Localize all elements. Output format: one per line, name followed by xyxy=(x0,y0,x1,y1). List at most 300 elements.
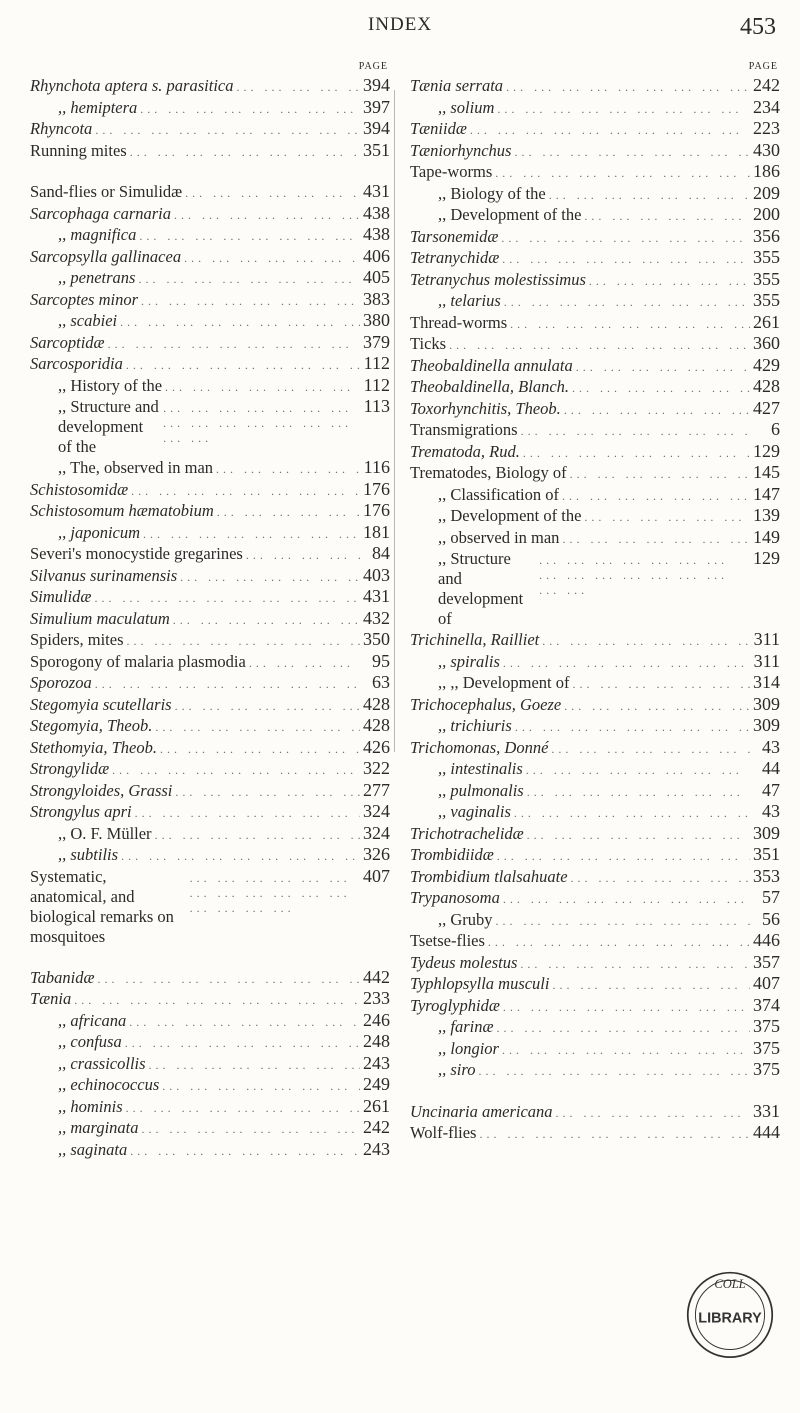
index-entry-term: Simulium maculatum xyxy=(30,608,170,628)
index-entry xyxy=(410,672,780,694)
index-entry xyxy=(410,462,780,484)
index-entry-page: 309 xyxy=(753,822,780,843)
leader-dots xyxy=(559,532,750,547)
index-entry-term: Uncinaria americana xyxy=(410,1101,553,1121)
index-entry-term: Trypanosoma xyxy=(410,888,500,907)
index-entry-page: 375 xyxy=(753,1059,780,1079)
leader-dots xyxy=(536,553,750,598)
index-entry-term: Tyroglyphidæ xyxy=(410,995,500,1015)
index-entry-term: Theobaldinella, Blanch. xyxy=(410,377,570,396)
index-entry xyxy=(410,801,780,823)
index-entry-term: ,, spiralis xyxy=(438,651,500,671)
index-entry xyxy=(410,930,780,952)
index-entry-page: 56 xyxy=(762,908,780,929)
index-entry-page: 43 xyxy=(762,801,780,821)
index-entry-page: 353 xyxy=(753,865,780,886)
index-entry-page: 326 xyxy=(363,844,390,864)
index-entry-term: ,, Structure and development of the xyxy=(58,397,159,456)
index-entry-term: Rhynchota aptera s. parasitica xyxy=(30,76,234,95)
index-entry xyxy=(30,737,390,759)
index-entry xyxy=(30,801,390,823)
index-entry-page: 139 xyxy=(753,505,780,525)
index-entry-page: 383 xyxy=(363,288,390,309)
index-entry-page: 47 xyxy=(762,779,780,800)
leader-dots xyxy=(127,145,360,160)
leader-dots xyxy=(539,634,750,649)
leader-dots xyxy=(214,505,360,520)
page-number: 453 xyxy=(740,14,776,40)
leader-dots xyxy=(553,1106,750,1121)
index-entry xyxy=(410,247,780,269)
index-entry-page: 446 xyxy=(753,930,780,950)
index-entry-term: ,, Development of the xyxy=(438,506,582,525)
index-entry-term: Tetranychus molestissimus xyxy=(410,269,586,289)
index-entry-page: 428 xyxy=(363,715,390,735)
leader-dots xyxy=(152,828,360,843)
index-entry xyxy=(410,290,780,312)
index-entry-term: ,, Gruby xyxy=(438,909,493,929)
index-entry xyxy=(30,353,390,375)
index-entry-page: 438 xyxy=(363,202,390,223)
index-entry xyxy=(410,844,780,866)
index-entry-term: Spiders, mites xyxy=(30,630,124,649)
index-entry-page: 403 xyxy=(363,564,390,585)
index-entry-term: ,, farinæ xyxy=(438,1017,494,1036)
index-entry-term: Running mites xyxy=(30,140,127,160)
index-column-right xyxy=(410,61,780,1144)
index-entry-page: 129 xyxy=(753,548,780,568)
leader-dots xyxy=(172,699,360,714)
leader-dots xyxy=(159,1079,360,1094)
leader-dots xyxy=(500,892,750,907)
index-entry xyxy=(410,548,780,629)
index-entry-term: Strongyloides, Grassi xyxy=(30,780,173,800)
leader-dots xyxy=(92,677,360,692)
index-entry-term: Severi's monocystide gregarines xyxy=(30,544,243,563)
index-entry-term: ,, trichiuris xyxy=(438,716,512,735)
index-entry xyxy=(30,332,390,354)
index-entry-term: ,, confusa xyxy=(58,1032,122,1051)
index-entry-term: ,, longior xyxy=(438,1038,499,1058)
index-entry xyxy=(30,1117,390,1139)
index-entry-term: Tænia xyxy=(30,989,72,1008)
index-entry-term: ,, observed in man xyxy=(438,527,560,547)
index-entry-term: ,, The, observed in man xyxy=(58,458,214,477)
index-entry-term: Sarcosporidia xyxy=(30,354,123,373)
index-entry-page: 246 xyxy=(363,1009,390,1030)
index-entry-term: Stegomyia, Theob. xyxy=(30,716,153,735)
leader-dots xyxy=(187,871,360,916)
index-entry-page: 444 xyxy=(753,1122,780,1142)
index-entry-term: Tetranychidæ xyxy=(410,248,500,267)
index-entry xyxy=(30,1010,390,1032)
index-entry-page: 112 xyxy=(363,374,390,395)
index-entry-page: 431 xyxy=(363,586,390,606)
index-entry-term: ,, hemiptera xyxy=(58,97,138,117)
index-entry-term: ,, echinococcus xyxy=(58,1075,160,1094)
index-entry xyxy=(410,1101,780,1123)
index-entry-page: 430 xyxy=(753,139,780,160)
index-entry-page: 428 xyxy=(753,376,780,396)
index-entry-term: Trichinella, Railliet xyxy=(410,630,540,649)
index-entry-page: 95 xyxy=(372,650,390,671)
index-entry-term: Trematoda, Rud. xyxy=(410,441,520,461)
index-entry xyxy=(30,500,390,522)
index-entry-term: Stethomyia, Theob. xyxy=(30,737,157,757)
index-entry-page: 314 xyxy=(753,672,780,692)
index-entry-page: 331 xyxy=(753,1100,780,1121)
index-entry-term: ,, Development of the xyxy=(438,205,582,224)
index-entry-page: 394 xyxy=(363,75,390,95)
index-entry-page: 360 xyxy=(753,333,780,353)
leader-dots xyxy=(559,489,750,504)
index-entry xyxy=(30,543,390,565)
leader-dots xyxy=(138,294,360,309)
index-entry xyxy=(30,629,390,651)
leader-dots xyxy=(499,252,750,267)
leader-dots xyxy=(561,699,750,714)
leader-dots xyxy=(246,656,360,671)
index-entry xyxy=(410,909,780,931)
index-entry-page: 431 xyxy=(363,181,390,201)
index-entry-page: 357 xyxy=(753,951,780,972)
index-entry-term: ,, crassicollis xyxy=(58,1053,146,1073)
stamp-top-text: COLL xyxy=(714,1277,746,1292)
index-entry xyxy=(30,1053,390,1075)
index-entry xyxy=(410,952,780,974)
leader-dots xyxy=(500,656,750,671)
leader-dots xyxy=(485,935,750,950)
leader-dots xyxy=(492,166,750,181)
index-entry xyxy=(410,694,780,716)
leader-dots xyxy=(140,527,360,542)
index-entry-term: ,, japonicum xyxy=(58,522,141,542)
index-entry xyxy=(410,226,780,248)
index-entry xyxy=(410,161,780,183)
index-entry-page: 355 xyxy=(753,247,780,267)
leader-dots xyxy=(132,806,360,821)
index-entry-term: ,, africana xyxy=(58,1010,127,1030)
index-entry-page: 209 xyxy=(753,182,780,203)
index-entry-page: 200 xyxy=(753,204,780,224)
index-entry-page: 432 xyxy=(363,607,390,628)
leader-dots xyxy=(157,742,360,757)
index-entry-term: Stegomyia scutellaris xyxy=(30,694,172,714)
index-entry-page: 57 xyxy=(762,887,780,907)
index-entry-page: 149 xyxy=(753,526,780,547)
leader-dots xyxy=(128,484,360,499)
index-entry xyxy=(30,565,390,587)
index-entry-term: Theobaldinella annulata xyxy=(410,355,573,375)
leader-dots xyxy=(517,957,750,972)
index-entry-page: 309 xyxy=(753,693,780,714)
leader-dots xyxy=(446,338,750,353)
index-entry-term: ,, Structure and development of xyxy=(438,549,524,628)
index-entry xyxy=(30,140,390,162)
index-entry xyxy=(30,246,390,268)
leader-dots xyxy=(71,993,360,1008)
leader-dots xyxy=(493,914,750,929)
leader-dots xyxy=(109,763,360,778)
index-entry xyxy=(410,995,780,1017)
index-entry-term: ,, Classification of xyxy=(438,484,559,504)
leader-dots xyxy=(135,272,360,287)
index-entry-page: 44 xyxy=(762,758,780,778)
index-entry-page: 223 xyxy=(753,118,780,138)
index-entry xyxy=(410,758,780,780)
index-entry-page: 311 xyxy=(753,629,780,649)
index-entry-page: 350 xyxy=(363,629,390,649)
index-entry-term: Simulidæ xyxy=(30,587,92,606)
leader-dots xyxy=(568,871,750,886)
index-entry xyxy=(30,97,390,119)
index-entry-term: ,, subtilis xyxy=(58,845,119,864)
index-entry-term: Tydeus molestus xyxy=(410,952,518,972)
leader-dots xyxy=(92,123,360,138)
index-entry xyxy=(30,672,390,694)
index-entry-term: Tape-worms xyxy=(410,162,493,181)
index-entry-term: Tænia serrata xyxy=(410,76,504,95)
index-entry-page: 112 xyxy=(363,353,390,373)
index-entry-page: 406 xyxy=(363,245,390,266)
index-entry-page: 176 xyxy=(363,500,390,520)
index-entry xyxy=(30,608,390,630)
index-entry xyxy=(410,866,780,888)
index-entry-term: Sarcoptidæ xyxy=(30,332,105,352)
leader-dots xyxy=(123,1101,360,1116)
leader-dots xyxy=(586,274,750,289)
index-entry xyxy=(410,355,780,377)
index-entry-page: 351 xyxy=(363,139,390,160)
index-entry-page: 355 xyxy=(753,290,780,310)
index-entry xyxy=(410,312,780,334)
leader-dots xyxy=(152,720,360,735)
index-entry-page: 243 xyxy=(363,1138,390,1159)
leader-dots xyxy=(511,145,750,160)
leader-dots xyxy=(467,123,750,138)
index-entry xyxy=(30,396,390,457)
index-entry xyxy=(30,310,390,332)
index-entry-page: 351 xyxy=(753,844,780,864)
leader-dots xyxy=(95,972,360,987)
leader-dots xyxy=(520,446,750,461)
leader-dots xyxy=(181,251,360,266)
leader-dots xyxy=(162,380,360,395)
index-entry-page: 176 xyxy=(363,478,390,499)
index-entry-term: Sarcoptes minor xyxy=(30,289,139,309)
index-entry xyxy=(30,224,390,246)
index-entry xyxy=(30,479,390,501)
index-entry-term: ,, pulmonalis xyxy=(438,780,524,800)
leader-dots xyxy=(548,742,750,757)
index-entry xyxy=(30,118,390,140)
index-entry-page: 375 xyxy=(753,1016,780,1036)
index-entry-page: 442 xyxy=(363,966,390,987)
index-entries-right xyxy=(410,75,780,1144)
leader-dots xyxy=(494,849,750,864)
index-entry-page: 427 xyxy=(753,397,780,418)
index-entry-page: 6 xyxy=(771,419,780,439)
index-entry-page: 234 xyxy=(753,96,780,117)
index-entry-term: Tæniidæ xyxy=(410,119,467,138)
index-entry xyxy=(30,457,390,479)
leader-dots xyxy=(518,424,750,439)
index-entry xyxy=(30,75,390,97)
leader-dots xyxy=(573,360,750,375)
index-entry-page: 261 xyxy=(753,311,780,332)
index-entry-page: 324 xyxy=(363,822,390,843)
index-entry xyxy=(410,75,780,97)
leader-dots xyxy=(499,1043,750,1058)
index-entry-term: Toxorhynchitis, Theob. xyxy=(410,398,561,418)
leader-dots xyxy=(581,209,750,224)
index-entry-page: 249 xyxy=(363,1074,390,1094)
index-entry-page: 405 xyxy=(363,267,390,287)
index-entry-term: Schistosomum hæmatobium xyxy=(30,501,214,520)
index-entry-term: Strongylus apri xyxy=(30,802,132,821)
page-column-label: PAGE xyxy=(748,61,778,72)
leader-dots xyxy=(126,1015,360,1030)
column-divider xyxy=(394,90,395,752)
index-entry xyxy=(30,780,390,802)
index-entry-term: Tsetse-flies xyxy=(410,931,485,950)
index-entry-term: ,, O. F. Müller xyxy=(58,823,152,843)
leader-dots xyxy=(503,80,750,95)
index-entry-page: 277 xyxy=(363,779,390,800)
leader-dots xyxy=(146,1058,360,1073)
index-entry-page: 63 xyxy=(372,672,390,692)
index-entry xyxy=(410,1016,780,1038)
index-entry-page: 311 xyxy=(753,650,780,671)
index-entry-term: Schistosomidæ xyxy=(30,479,129,499)
index-entry-page: 113 xyxy=(363,396,390,416)
leader-dots xyxy=(127,1144,360,1159)
index-entry-term: Wolf-flies xyxy=(410,1123,477,1142)
leader-dots xyxy=(122,1036,360,1051)
index-entry xyxy=(30,758,390,780)
index-entry-term: ,, penetrans xyxy=(58,268,136,287)
index-entry-term: Strongylidæ xyxy=(30,759,110,778)
index-entry xyxy=(30,522,390,544)
index-entry xyxy=(410,183,780,205)
index-entry xyxy=(30,1096,390,1118)
index-entry-page: 324 xyxy=(363,801,390,821)
index-entry xyxy=(410,780,780,802)
index-entry-page: 147 xyxy=(753,483,780,504)
leader-dots xyxy=(123,358,360,373)
index-entry xyxy=(410,1122,780,1144)
leader-dots xyxy=(512,720,750,735)
index-entry-page: 116 xyxy=(363,457,390,477)
index-entry-page: 438 xyxy=(363,224,390,244)
index-entry xyxy=(30,694,390,716)
index-entry-page: 355 xyxy=(753,268,780,289)
index-entry-term: ,, scabiei xyxy=(58,311,118,330)
index-entry-page: 356 xyxy=(753,225,780,246)
index-entry-term: ,, solium xyxy=(438,97,495,117)
index-entry xyxy=(30,586,390,608)
index-entry-term: Tabanidæ xyxy=(30,967,95,987)
leader-dots xyxy=(569,381,750,396)
page-header-title: INDEX xyxy=(367,14,433,35)
index-entry xyxy=(30,1031,390,1053)
index-entry-page: 407 xyxy=(753,973,780,993)
index-entry-page: 233 xyxy=(363,988,390,1008)
index-entry-page: 426 xyxy=(363,736,390,757)
index-entry-term: Sand-flies or Simulidæ xyxy=(30,182,183,201)
index-entry-term: Trombidium tlalsahuate xyxy=(410,866,568,886)
index-entry-term: Tarsonemidæ xyxy=(410,226,499,246)
index-entry xyxy=(410,204,780,226)
index-entry xyxy=(30,1074,390,1096)
index-entry xyxy=(30,289,390,311)
index-entry xyxy=(30,651,390,673)
index-entry-page: 322 xyxy=(363,758,390,778)
index-entry-term: Typhlopsylla musculi xyxy=(410,974,550,993)
leader-dots xyxy=(243,548,360,563)
index-entry-term: Thread-worms xyxy=(410,312,508,332)
index-entry-page: 379 xyxy=(363,331,390,352)
leader-dots xyxy=(105,337,360,352)
index-entry-page: 261 xyxy=(363,1095,390,1116)
index-entry xyxy=(410,1059,780,1081)
index-entry-page: 181 xyxy=(363,521,390,542)
index-entry xyxy=(410,441,780,463)
index-entry xyxy=(30,988,390,1010)
index-entry-term: ,, History of the xyxy=(58,375,163,395)
leader-dots xyxy=(523,763,750,778)
leader-dots xyxy=(570,677,750,692)
leader-dots xyxy=(475,1064,750,1079)
leader-dots xyxy=(172,785,360,800)
index-entry-page: 43 xyxy=(762,736,780,757)
index-entry xyxy=(30,715,390,737)
index-entry-page: 145 xyxy=(753,462,780,482)
index-entry xyxy=(410,973,780,995)
index-entry-term: Sarcopsylla gallinacea xyxy=(30,246,182,266)
index-entry-page: 309 xyxy=(753,715,780,735)
index-entry xyxy=(410,887,780,909)
index-entry-page: 380 xyxy=(363,310,390,330)
index-entry-term: ,, vaginalis xyxy=(438,802,511,821)
leader-dots xyxy=(171,208,360,223)
leader-dots xyxy=(501,295,750,310)
index-entry xyxy=(30,844,390,866)
index-entry-term: Silvanus surinamensis xyxy=(30,565,178,585)
index-entry-page: 428 xyxy=(363,693,390,714)
index-entry-term: Transmigrations xyxy=(410,420,518,439)
page-column-label: PAGE xyxy=(358,61,388,72)
leader-dots xyxy=(177,570,360,585)
index-entry xyxy=(410,333,780,355)
index-entry xyxy=(30,375,390,397)
index-entry-page: 248 xyxy=(363,1031,390,1051)
index-entry xyxy=(30,823,390,845)
index-entry xyxy=(410,505,780,527)
index-entry-page: 374 xyxy=(753,994,780,1015)
index-entry-term: ,, siro xyxy=(438,1060,476,1079)
index-entry-term: ,, marginata xyxy=(58,1118,139,1137)
index-entry-page: 186 xyxy=(753,161,780,181)
index-entry xyxy=(410,629,780,651)
index-entry-term: ,, telarius xyxy=(438,291,501,310)
stamp-main-text: LIBRARY xyxy=(698,1310,762,1327)
leader-dots xyxy=(511,806,750,821)
leader-dots xyxy=(118,849,360,864)
index-entry-term: Ticks xyxy=(410,334,447,353)
leader-dots xyxy=(136,229,360,244)
index-entries-left xyxy=(30,75,390,1160)
